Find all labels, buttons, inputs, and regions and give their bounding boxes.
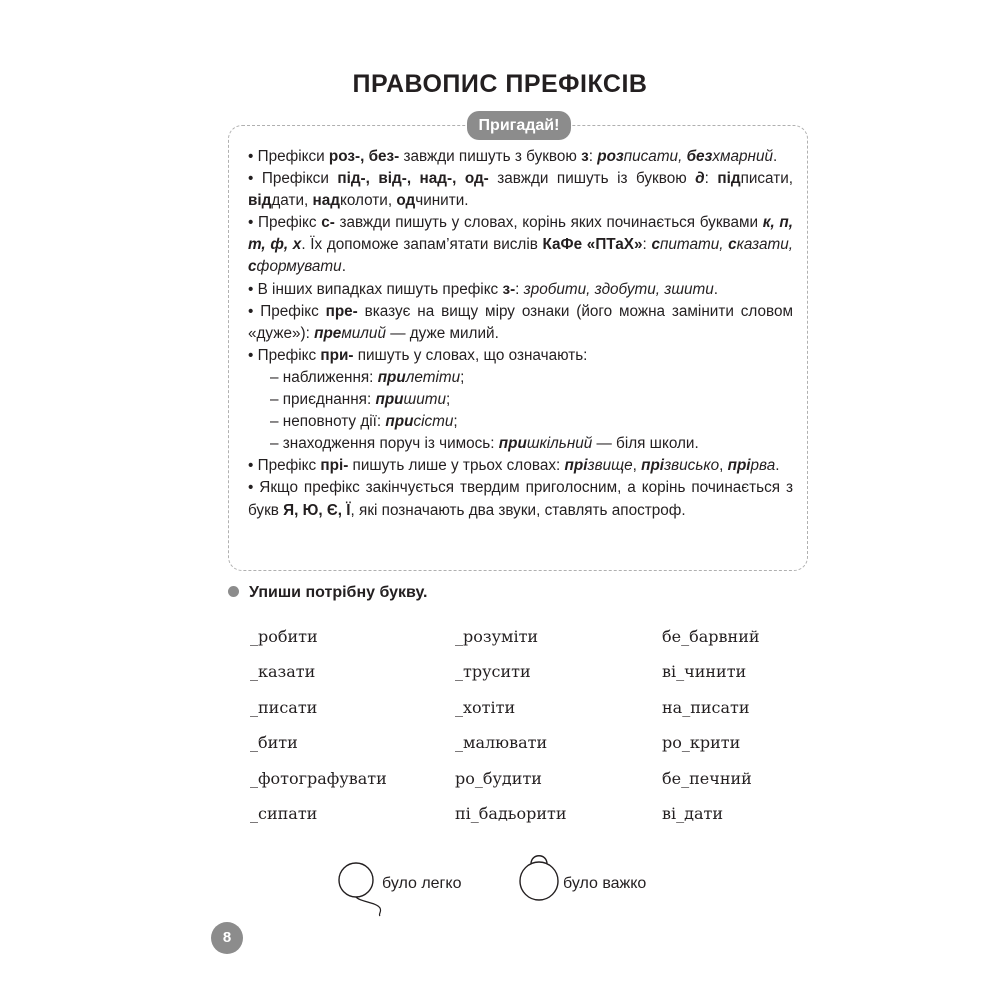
word-column-3 [662,626,760,838]
exercise-word[interactable]: пі_бадьорити [455,803,567,823]
exercise-word[interactable]: ро_будити [455,768,542,788]
easy-label: було легко [382,875,462,892]
task-heading [228,584,427,602]
exercise-word[interactable]: ві_дати [662,803,724,823]
rule-item: • Префікс пре- вказує на вищу міру ознаки (його можна замінити словом «дуже»): премилий — дуже милий. [248,302,793,342]
exercise-word[interactable]: _трусити [455,662,531,682]
task-text: Упиши потрібну букву. [249,584,428,601]
exercise-word[interactable]: _казати [250,662,316,682]
rule-subitem: – неповноту дії: присісти; [270,413,458,431]
exercise-word[interactable]: _малювати [455,733,548,753]
rule-subitem: – наближення: прилетіти; [270,368,465,386]
hard-label: було важко [563,875,647,892]
rule-item: • Префікси роз-, без- завжди пишуть з буквою з: розписати, безхмарний. [248,148,778,165]
rule-item: • В інших випадках пишуть префікс з-: зробити, здобути, зшити. [248,280,719,298]
balloon-icon [336,858,386,920]
rule-item: • Префікс с- завжди пишуть у словах, корінь яких починається буквами к, п, т, ф, х. Їх допоможе запам’ятати вислів КаФе «ПТаХ»: спитати, сказати, сформувати. [248,214,793,276]
rule-item: • Префікс прі- пишуть лише у трьох словах: прізвище, прізвисько, прірва. [248,457,780,475]
remember-badge: Пригадай! [467,111,571,140]
bullet-icon [228,586,239,597]
page-number: 8 [211,922,243,954]
exercise-word[interactable]: на_писати [662,697,750,717]
exercise-word[interactable]: _робити [250,627,318,646]
rule-subitem: – приєднання: пришити; [270,391,451,409]
exercise-word[interactable]: бе_барвний [662,627,760,646]
exercise-word[interactable]: _хотіти [455,697,516,717]
rule-subitem: – знаходження поруч із чимось: пришкільний — біля школи. [270,435,699,453]
exercise-word[interactable]: _розуміти [455,627,539,646]
hard-rating[interactable] [517,858,667,908]
word-column-1 [250,626,387,838]
page-title: ПРАВОПИС ПРЕФІКСІВ [352,70,648,98]
rule-item: • Якщо префікс закінчується твердим приголосним, а корінь починається з букв Я, Ю, Є, Ї, які позначають два звуки, ставлять апостроф. [248,479,793,519]
rules-text [248,146,793,522]
exercise-word[interactable]: _писати [250,697,318,717]
word-column-2 [455,626,567,838]
rule-item: • Префікси під-, від-, над-, од- завжди пишуть із буквою д: підписати, віддати, надколоти, одчинити. [248,170,794,210]
exercise-word[interactable]: _фотографувати [250,768,387,788]
rule-item: • Префікс при- пишуть у словах, що означають: [248,346,588,364]
exercise-word[interactable]: _бити [250,733,298,753]
exercise-word[interactable]: ві_чинити [662,662,747,682]
weight-icon [517,850,563,902]
easy-rating[interactable] [336,858,476,908]
exercise-word[interactable]: ро_крити [662,733,741,753]
exercise-word[interactable]: бе_печний [662,768,752,788]
exercise-word[interactable]: _сипати [250,803,318,823]
